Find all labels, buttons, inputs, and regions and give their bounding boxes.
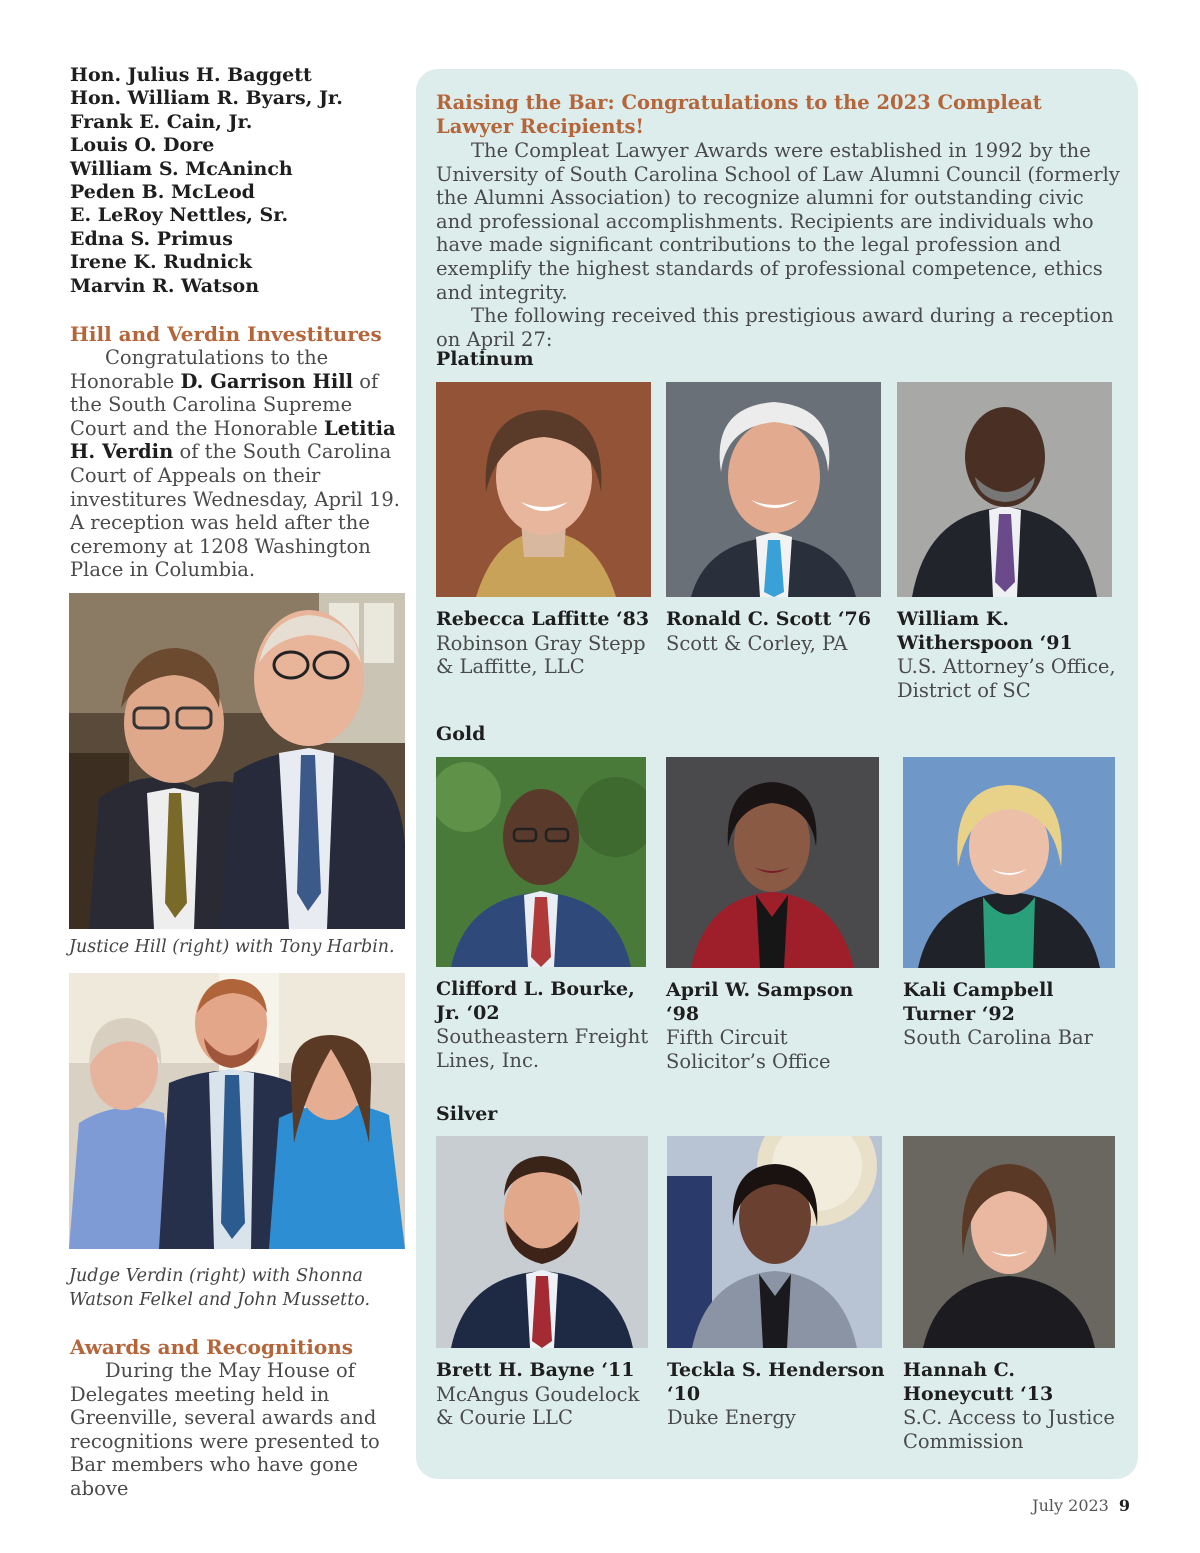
compleat-lawyer-panel <box>416 69 1138 1479</box>
tier-gold-label: Gold <box>436 723 486 745</box>
recipient-org: McAngus Goudelock & Courie LLC <box>436 1382 640 1429</box>
recipient-org: Robinson Gray Stepp & Laffitte, LLC <box>436 631 646 678</box>
tier-silver-label: Silver <box>436 1103 498 1125</box>
portrait-sampson <box>666 757 879 968</box>
recipient-org: South Carolina Bar <box>903 1026 1093 1049</box>
portrait-bayne <box>436 1136 648 1348</box>
recipient-card <box>903 757 1128 1050</box>
honoree-name: Peden B. McLeod <box>70 181 255 204</box>
portrait-scott <box>666 382 881 597</box>
recipient-name: Clifford L. Bourke, Jr. ‘02 <box>436 978 635 1024</box>
recipient-name: Ronald C. Scott ‘76 <box>666 608 871 630</box>
recipient-org: Scott & Corley, PA <box>666 631 848 655</box>
recipient-org: Southeastern Freight Lines, Inc. <box>436 1025 649 1072</box>
recipient-card <box>897 382 1122 702</box>
honoree-name: Hon. William R. Byars, Jr. <box>70 87 343 110</box>
awards-heading: Awards and Recognitions <box>70 1335 354 1359</box>
portrait-witherspoon <box>897 382 1112 597</box>
recipient-card <box>436 382 661 679</box>
page-number: 9 <box>1118 1496 1130 1515</box>
recipient-name: Kali Campbell Turner ‘92 <box>903 979 1054 1025</box>
honoree-name: Marvin R. Watson <box>70 274 260 297</box>
honoree-name: Irene K. Rudnick <box>70 251 252 274</box>
recipient-name: Teckla S. Henderson ‘10 <box>667 1359 885 1405</box>
page-footer <box>1032 1496 1130 1515</box>
recipient-card <box>436 757 661 1072</box>
recipient-name: Hannah C. Honeycutt ‘13 <box>903 1359 1054 1405</box>
honoree-list <box>70 64 405 298</box>
honoree-name: Frank E. Cain, Jr. <box>70 110 253 133</box>
awards-paragraph: During the May House of Delegates meeting held in Greenville, several awards and recognitions were presented to Bar members who have gone above <box>70 1359 380 1500</box>
recipient-org: U.S. Attorney’s Office, District of SC <box>897 655 1116 702</box>
recipient-org: Fifth Circuit Solicitor’s Office <box>666 1026 831 1073</box>
issue-date: July 2023 <box>1032 1496 1109 1515</box>
recipient-name: Rebecca Laffitte ‘83 <box>436 608 650 630</box>
honoree-name: Hon. Julius H. Baggett <box>70 64 312 86</box>
recipient-org: Duke Energy <box>667 1406 796 1429</box>
honoree-name: Edna S. Primus <box>70 227 233 250</box>
left-column <box>70 64 405 582</box>
recipient-name: William K. Witherspoon ‘91 <box>897 608 1073 654</box>
photo-hill-harbin <box>69 593 405 929</box>
honoree-name: William S. McAninch <box>70 157 293 180</box>
recipient-org: S.C. Access to Justice Commission <box>903 1406 1115 1453</box>
portrait-henderson <box>667 1136 882 1348</box>
awards-section <box>70 1335 405 1501</box>
photo-verdin-group <box>69 973 405 1249</box>
recipient-card <box>903 1136 1128 1453</box>
recipient-card <box>666 382 891 655</box>
caption-hill: Justice Hill (right) with Tony Harbin. <box>69 937 395 957</box>
recipient-card <box>667 1136 892 1430</box>
investitures-heading: Hill and Verdin Investitures <box>70 322 382 347</box>
portrait-bourke <box>436 757 646 967</box>
recipient-name: April W. Sampson ‘98 <box>666 979 854 1025</box>
portrait-honeycutt <box>903 1136 1115 1348</box>
recipient-card <box>436 1136 661 1430</box>
panel-title: Raising the Bar: Congratulations to the 2023 Compleat Lawyer Recipients! <box>436 91 1042 138</box>
panel-intro-2: The following received this prestigious award during a reception on April 27: <box>436 304 1114 351</box>
caption-verdin: Judge Verdin (right) with Shonna Watson Felkel and John Mussetto. <box>69 1266 371 1310</box>
portrait-laffitte <box>436 382 651 597</box>
recipient-card <box>666 757 891 1073</box>
investitures-paragraph: Congratulations to the Honorable D. Garrison Hill of the South Carolina Supreme Court and the Honorable Letitia H. Verdin of the South Carolina Court of Appeals on their investitures Wednesday, April 19. A reception was held after the ceremony at 1208 Washington Place in Columbia. <box>70 346 400 582</box>
recipient-name: Brett H. Bayne ‘11 <box>436 1359 635 1381</box>
tier-platinum-label: Platinum <box>436 348 534 370</box>
honoree-name: E. LeRoy Nettles, Sr. <box>70 204 289 227</box>
portrait-turner <box>903 757 1115 968</box>
panel-intro: The Compleat Lawyer Awards were established in 1992 by the University of South Carolina School of Law Alumni Council (formerly the Alumni Association) to recognize alumni for outstanding civic and professional accomplishments. Recipients are individuals who have made significant contributions to the legal profession and exemplify the highest standards of professional competence, ethics and integrity. <box>436 139 1120 304</box>
honoree-name: Louis O. Dore <box>70 134 215 157</box>
